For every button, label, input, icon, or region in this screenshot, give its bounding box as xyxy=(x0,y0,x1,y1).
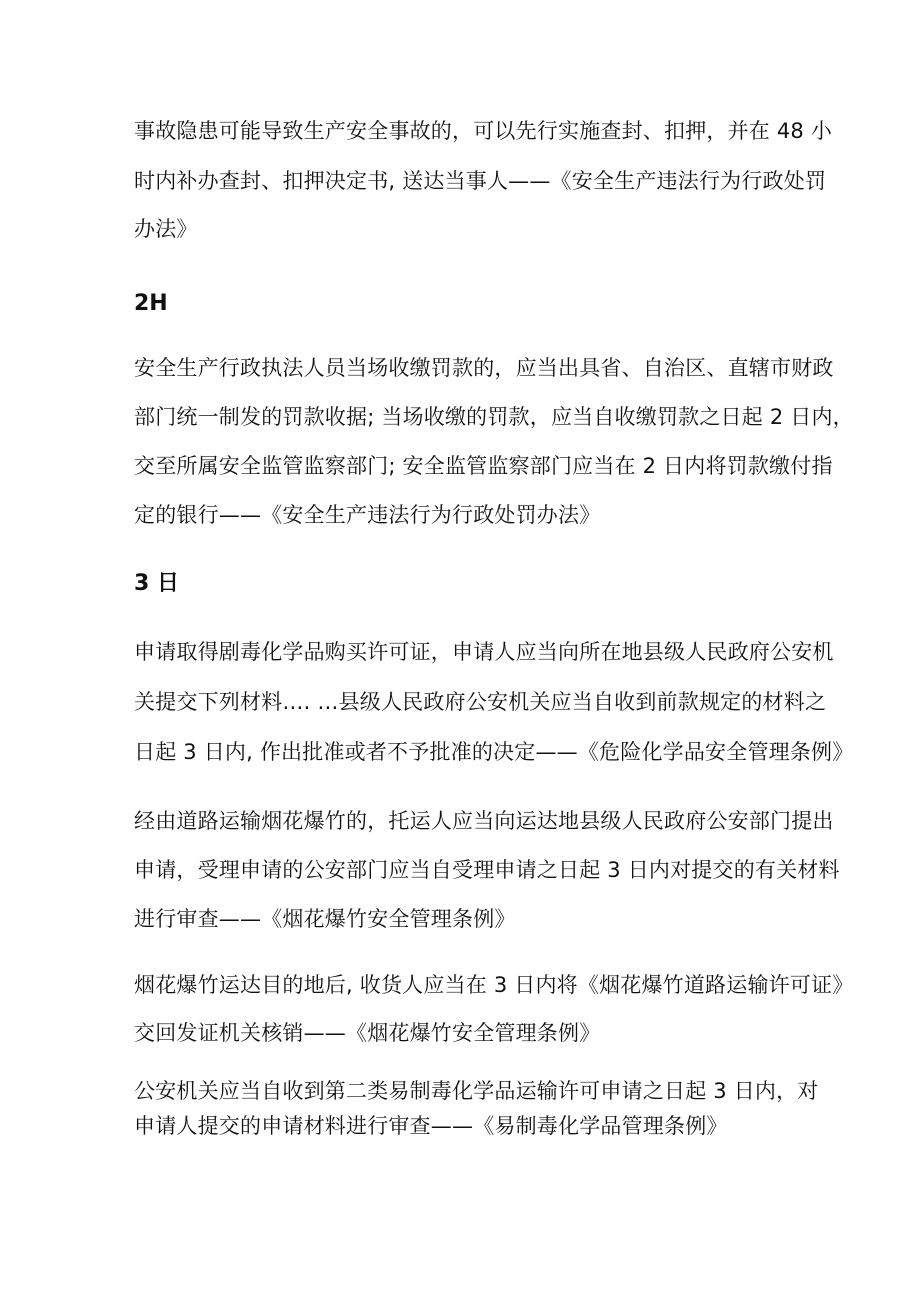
paragraph-1-line-3: 办法》 xyxy=(134,217,198,241)
section-heading-3-days: 3 日 xyxy=(134,571,179,596)
paragraph-3-line-3: 日起 3 日内, 作出批准或者不予批准的决定——《危险化学品安全管理条例》 xyxy=(134,740,854,764)
paragraph-2-line-2: 部门统一制发的罚款收据; 当场收缴的罚款，应当自收缴罚款之日起 2 日内， xyxy=(134,405,854,429)
paragraph-2-line-3: 交至所属安全监管监察部门; 安全监管监察部门应当在 2 日内将罚款缴付指 xyxy=(134,454,833,478)
paragraph-6-line-1: 公安机关应当自收到第二类易制毒化学品运输许可申请之日起 3 日内，对 xyxy=(134,1079,819,1103)
paragraph-4-line-3: 进行审查——《烟花爆竹安全管理条例》 xyxy=(134,907,516,931)
paragraph-4-line-1: 经由道路运输烟花爆竹的，托运人应当向运达地县级人民政府公安部门提出 xyxy=(134,809,834,833)
paragraph-3-line-2: 关提交下列材料…. …县级人民政府公安机关应当自收到前款规定的材料之 xyxy=(134,690,827,714)
paragraph-5-line-2: 交回发证机关核销——《烟花爆竹安全管理条例》 xyxy=(134,1021,601,1045)
paragraph-6-line-2: 申请人提交的申请材料进行审查——《易制毒化学品管理条例》 xyxy=(134,1114,728,1138)
paragraph-2-line-4: 定的银行——《安全生产违法行为行政处罚办法》 xyxy=(134,503,601,527)
paragraph-2-line-1: 安全生产行政执法人员当场收缴罚款的，应当出具省、自治区、直辖市财政 xyxy=(134,356,834,380)
paragraph-5-line-1: 烟花爆竹运达目的地后, 收货人应当在 3 日内将《烟花爆竹道路运输许可证》 xyxy=(134,973,854,997)
paragraph-1-line-2: 时内补办查封、扣押决定书, 送达当事人——《安全生产违法行为行政处罚 xyxy=(134,169,827,193)
paragraph-1-line-1: 事故隐患可能导致生产安全事故的，可以先行实施查封、扣押，并在 48 小 xyxy=(134,119,833,143)
paragraph-3-line-1: 申请取得剧毒化学品购买许可证，申请人应当向所在地县级人民政府公安机 xyxy=(134,640,834,664)
paragraph-4-line-2: 申请，受理申请的公安部门应当自受理申请之日起 3 日内对提交的有关材料 xyxy=(134,858,840,882)
section-heading-2h: 2H xyxy=(134,291,168,316)
